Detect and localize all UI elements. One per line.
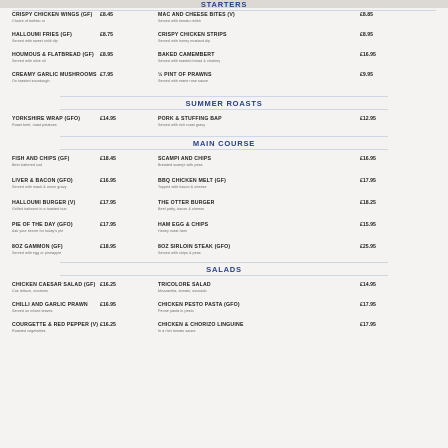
item-name: COURGETTE & RED PEPPER (V) xyxy=(12,322,99,328)
item-description: Served with rich roast gravy xyxy=(158,123,206,127)
item-description: Served with chips & peas xyxy=(158,251,201,255)
item-description: Beef patty, bacon & cheese xyxy=(158,207,205,211)
item-name: 8OZ GAMMON (GF) xyxy=(12,244,63,250)
section-title-starters: STARTERS xyxy=(200,0,248,9)
item-name: ½ PINT OF PRAWNS xyxy=(158,72,212,78)
item-price: £18.95 xyxy=(100,244,116,250)
item-description: Served with honey mustard dip xyxy=(158,39,211,43)
item-price: £17.95 xyxy=(360,322,376,328)
item-price: £15.95 xyxy=(360,222,376,228)
item-name: HALLOUMI BURGER (V) xyxy=(12,200,76,206)
item-name: SCAMPI AND CHIPS xyxy=(158,156,212,162)
item-price: £16.95 xyxy=(100,178,116,184)
item-price: £8.45 xyxy=(100,12,113,18)
section-divider xyxy=(60,262,388,263)
item-name: THE OTTER BURGER xyxy=(158,200,215,206)
item-price: £8.95 xyxy=(360,32,373,38)
item-description: Ask your server for today's pie xyxy=(12,229,64,233)
item-name: YORKSHIRE WRAP (GFO) xyxy=(12,116,81,122)
item-name: FISH AND CHIPS (GF) xyxy=(12,156,70,162)
item-description: Served with tomato relish xyxy=(158,19,201,23)
item-price: £7.95 xyxy=(100,72,113,78)
item-description: Served with marie rose sauce xyxy=(158,79,209,83)
item-price: £14.95 xyxy=(100,116,116,122)
item-description: Served with olive oil xyxy=(12,59,46,63)
item-description: Choice of buffalo or xyxy=(12,19,46,23)
section-title-summer-roasts: SUMMER ROASTS xyxy=(185,99,263,108)
item-price: £18.45 xyxy=(100,156,116,162)
item-description: On toasted sourdough xyxy=(12,79,50,83)
item-name: CHILLI AND GARLIC PRAWN xyxy=(12,302,88,308)
section-divider xyxy=(60,149,388,150)
item-description: Served with egg or pineapple xyxy=(12,251,62,255)
item-description: Roasted vegetables xyxy=(12,329,46,333)
item-price: £9.95 xyxy=(360,72,373,78)
item-description: In a rich tomato sauce xyxy=(158,329,196,333)
item-price: £8.85 xyxy=(360,12,373,18)
item-price: £12.95 xyxy=(360,116,376,122)
section-title-main-course: MAIN COURSE xyxy=(192,139,256,148)
item-name: LIVER & BACON (GFO) xyxy=(12,178,73,184)
section-title-salads: SALADS xyxy=(206,265,242,274)
item-price: £16.95 xyxy=(360,52,376,58)
item-price: £17.95 xyxy=(360,178,376,184)
item-price: £8.95 xyxy=(100,52,113,58)
item-name: BAKED CAMEMBERT xyxy=(158,52,215,58)
item-description: Topped with bacon & cheese xyxy=(158,185,207,189)
item-description: Breaded scampi with peas xyxy=(158,163,203,167)
item-name: PIE OF THE DAY (GFO) xyxy=(12,222,73,228)
item-name: HAM EGG & CHIPS xyxy=(158,222,209,228)
section-divider xyxy=(12,10,436,11)
item-name: HOUMOUS & FLATBREAD (GF) xyxy=(12,52,94,58)
item-name: CRISPY CHICKEN WINGS (GF) xyxy=(12,12,93,18)
item-description: Beer battered cod xyxy=(12,163,43,167)
item-name: TRICOLORE SALAD xyxy=(158,282,211,288)
item-price: £25.95 xyxy=(360,244,376,250)
item-name: CRISPY CHICKEN STRIPS xyxy=(158,32,227,38)
item-price: £16.95 xyxy=(100,302,116,308)
item-price: £8.75 xyxy=(100,32,113,38)
item-description: Served with sweet chilli dip xyxy=(12,39,58,43)
item-name: CHICKEN & CHORIZO LINGUINE xyxy=(158,322,244,328)
item-description: Honey roast ham xyxy=(158,229,187,233)
item-name: PORK & STUFFING BAP xyxy=(158,116,222,122)
section-divider xyxy=(60,109,388,110)
item-name: CREAMY GARLIC MUSHROOMS xyxy=(12,72,97,78)
section-divider xyxy=(60,275,388,276)
item-name: HALLOUMI FRIES (GF) xyxy=(12,32,72,38)
item-description: Penne pasta in pesto xyxy=(158,309,194,313)
item-price: £16.25 xyxy=(100,282,116,288)
item-price: £16.25 xyxy=(100,322,116,328)
item-name: CHICKEN CAESAR SALAD (GF) xyxy=(12,282,96,288)
item-description: Mozzarella, tomato, avocado xyxy=(158,289,207,293)
item-price: £18.25 xyxy=(360,200,376,206)
item-description: Grilled halloumi in a toasted bun xyxy=(12,207,67,211)
item-description: Served with toasted bread & chutney xyxy=(158,59,221,63)
item-name: BBQ CHICKEN MELT (GF) xyxy=(158,178,227,184)
item-price: £17.95 xyxy=(100,200,116,206)
item-price: £17.95 xyxy=(360,302,376,308)
item-price: £17.95 xyxy=(100,222,116,228)
item-price: £16.95 xyxy=(360,156,376,162)
item-name: 8OZ SIRLOIN STEAK (GFO) xyxy=(158,244,231,250)
item-description: Served with mash & onion gravy xyxy=(12,185,67,189)
section-divider xyxy=(60,96,388,97)
item-description: Roast beef, roast potatoes xyxy=(12,123,57,127)
item-name: MAC AND CHEESE BITES (V) xyxy=(158,12,235,18)
item-price: £14.95 xyxy=(360,282,376,288)
item-description: Served on mixed leaves xyxy=(12,309,53,313)
section-divider xyxy=(60,136,388,137)
item-description: Cos lettuce, croutons xyxy=(12,289,48,293)
item-name: CHICKEN PESTO PASTA (GFO) xyxy=(158,302,240,308)
